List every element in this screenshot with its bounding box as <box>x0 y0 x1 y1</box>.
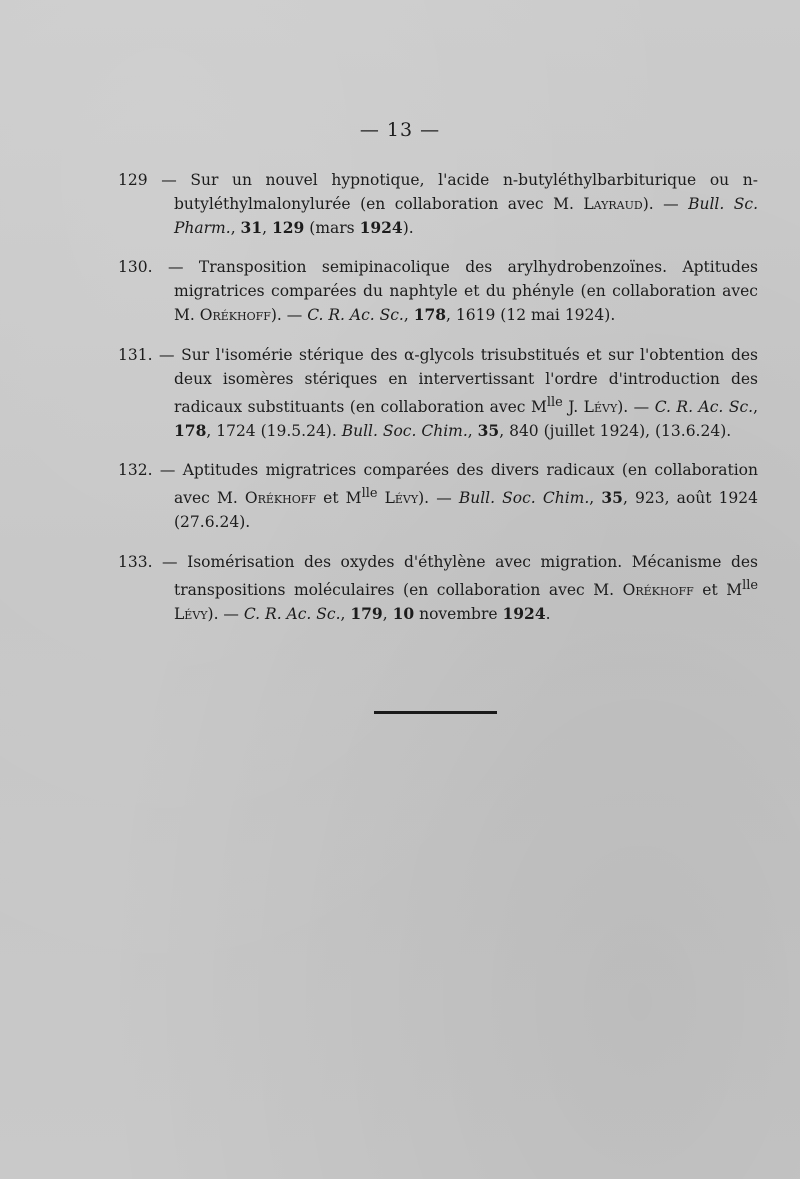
author-name: Lévy <box>384 489 419 508</box>
author-name: Orékhoff <box>199 306 271 324</box>
entry-number: 131. <box>118 345 153 364</box>
entry-text <box>377 489 384 507</box>
entry-text: ( <box>495 306 507 324</box>
publication-year: 1924 <box>718 489 759 508</box>
page-number: — 13 — <box>359 119 441 141</box>
journal-name: C. R. Ac. Sc. <box>243 604 341 623</box>
entry-text: . <box>545 604 551 623</box>
entry-text: ). — <box>207 604 244 623</box>
publication-date: 12 mai 1924 <box>506 306 605 324</box>
journal-name: Bull. Soc. Chim. <box>458 489 590 508</box>
entry-text: ). <box>604 306 616 324</box>
entry-text: , <box>753 397 758 416</box>
journal-name: C. R. Ac. Sc. <box>654 397 754 416</box>
entry-text: Sur l'isomérie stérique des α-glycols trisubstitués et sur l'obtention des deux isomères stériques en intervertissant l'ordre d'introduction des radicaux substituants (en collaboration avec M <box>174 345 758 416</box>
entry-number: 132. <box>118 461 153 480</box>
entry-text: , <box>262 218 272 237</box>
journal-volume: 35 <box>601 488 623 508</box>
entry-dash: — <box>152 552 188 571</box>
entry-text: ), (13.6.24). <box>639 421 732 440</box>
journal-volume: 179 <box>350 603 383 623</box>
entry-text: (27.6.24). <box>174 513 251 532</box>
entry-text: , <box>403 306 414 324</box>
journal-pages: 1619 <box>455 306 496 324</box>
journal-pages: 1724 <box>216 421 256 440</box>
entry-text: , <box>340 604 351 623</box>
entry-text: Aptitudes migratrices comparées des divers radicaux (en collaboration avec M. <box>174 461 758 508</box>
entry-text: Isomérisation des oxydes d'éthylène avec migration. Mécanisme des transpositions moléculaires (en collaboration avec M. <box>174 552 759 599</box>
journal-name: C. R. Ac. Sc. <box>307 306 404 324</box>
publication-year: 1924 <box>599 421 640 440</box>
author-name: Layraud <box>583 194 643 213</box>
entry-text: , août <box>664 489 719 508</box>
entry-text: ). — <box>617 397 655 416</box>
entry-text: , <box>382 604 393 623</box>
title-abbreviation: lle <box>361 486 378 502</box>
entry-text: , <box>589 489 602 508</box>
entry-text: , <box>206 421 217 440</box>
entry-text: , <box>499 421 510 440</box>
publication-year: 1924 <box>502 603 546 623</box>
journal-pages: 923 <box>635 489 665 508</box>
entry-text: (mars <box>304 218 360 237</box>
bibliography-entry-132 <box>118 458 758 534</box>
publication-day: 10 <box>392 603 415 623</box>
author-name: Orékhoff <box>622 580 694 599</box>
author-name: Lévy <box>174 604 208 623</box>
author-name: Orékhoff <box>244 489 317 508</box>
entry-text: ). — <box>270 306 308 324</box>
entry-text: , <box>622 489 635 508</box>
entry-text: Transposition semipinacolique des arylhydrobenzoïnes. Aptitudes migratrices comparées du naphtyle et du phényle (en collaboration avec M. <box>174 258 759 324</box>
journal-volume: 35 <box>477 420 500 440</box>
bibliography-list <box>118 152 758 637</box>
entry-text: J. <box>562 397 584 416</box>
title-abbreviation: lle <box>742 577 758 593</box>
entry-text: , <box>446 306 456 324</box>
entry-text: Sur un nouvel hypnotique, l'acide n-butyléthylbarbiturique ou n-butyléthylmalonylurée (en collaboration avec M. <box>174 170 758 213</box>
bibliography-entry-133 <box>118 550 758 626</box>
entry-number: 130. <box>118 258 153 276</box>
entry-text: ). <box>402 218 414 237</box>
publication-year: 1924 <box>359 217 403 237</box>
entry-dash: — <box>152 345 182 364</box>
author-name: Lévy <box>583 397 618 416</box>
entry-text: ). — <box>642 194 689 213</box>
entry-text: (19.5.24). <box>255 421 342 440</box>
journal-volume: 31 <box>240 217 263 237</box>
bibliography-entry-131 <box>118 343 758 443</box>
journal-name: Bull. Soc. Chim. <box>341 421 468 440</box>
bibliography-entry-129 <box>118 168 758 240</box>
end-rule <box>374 711 497 714</box>
bibliography-entry-130 <box>118 255 758 327</box>
entry-text: et M <box>316 489 362 508</box>
entry-text: ). — <box>418 489 459 508</box>
journal-volume: 178 <box>413 305 447 324</box>
entry-dash: — <box>147 170 191 189</box>
entry-number: 133. <box>118 552 153 571</box>
entry-dash: — <box>152 258 199 276</box>
entry-text: novembre <box>414 604 503 623</box>
entry-text: , <box>467 421 478 440</box>
entry-text: et M <box>693 580 743 599</box>
journal-pages: 840 <box>509 421 539 440</box>
journal-name: Bull. Sc. Pharm. <box>174 194 758 237</box>
journal-volume: 178 <box>174 420 207 440</box>
journal-pages: 129 <box>271 217 305 237</box>
entry-text: (juillet <box>538 421 600 440</box>
entry-number: 129 <box>118 170 148 189</box>
entry-text: , <box>230 218 241 237</box>
title-abbreviation: lle <box>546 394 563 410</box>
entry-dash: — <box>152 461 183 480</box>
